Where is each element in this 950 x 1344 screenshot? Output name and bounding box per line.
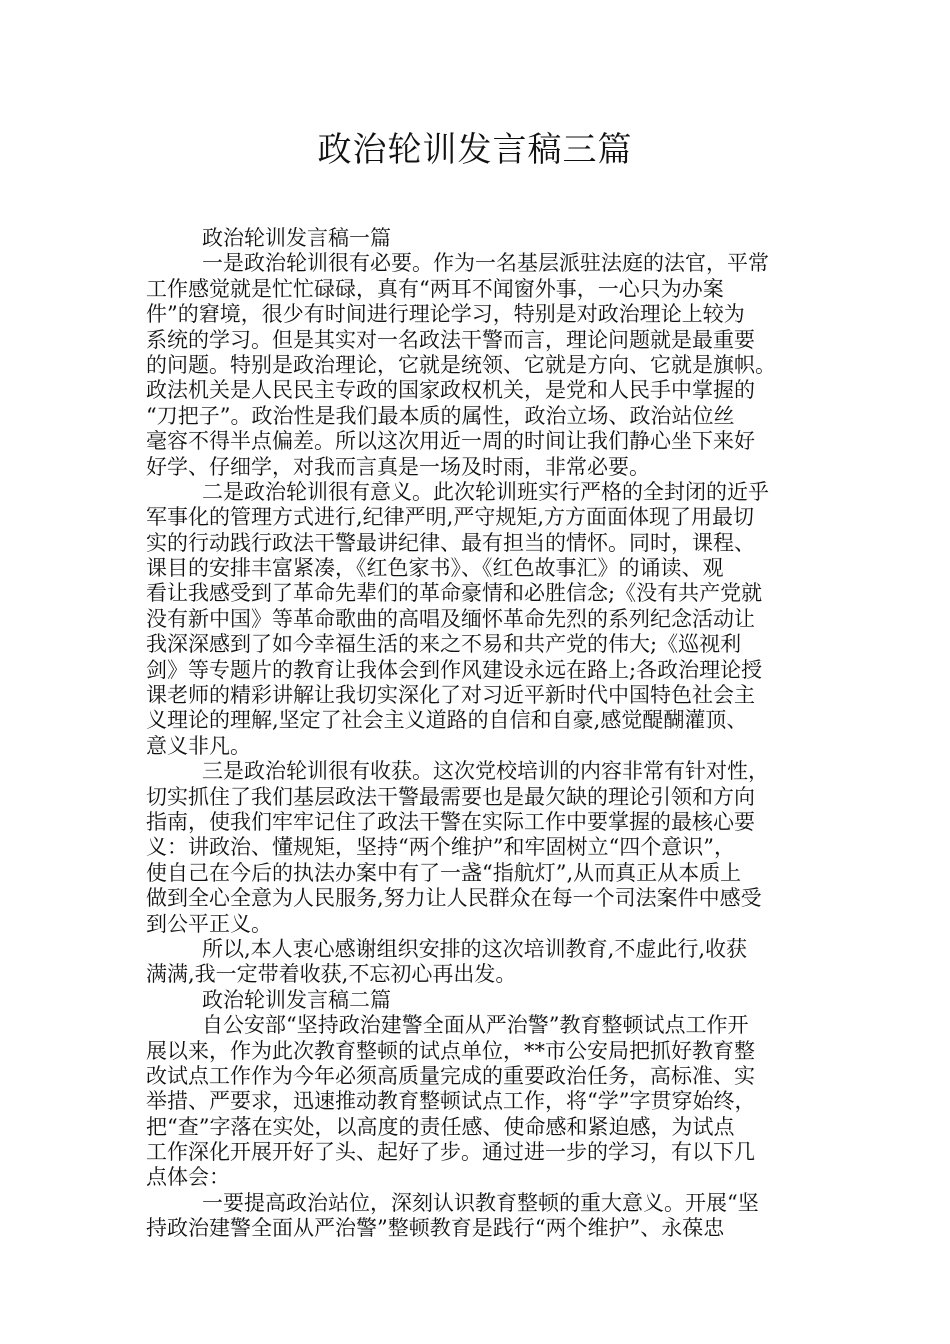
text-line: 做到全心全意为人民服务,努力让人民群众在每一个司法案件中感受 bbox=[146, 886, 762, 911]
text-line: 政法机关是人民民主专政的国家政权机关，是党和人民手中掌握的 bbox=[146, 378, 755, 403]
text-line: 义：讲政治、懂规矩，坚持“两个维护”和牢固树立“四个意识”， bbox=[146, 835, 735, 860]
text-line: 切实抓住了我们基层政法干警最需要也是最欠缺的理论引领和方向 bbox=[146, 784, 755, 809]
text-line: 课老师的精彩讲解让我切实深化了对习近平新时代中国特色社会主 bbox=[146, 683, 755, 708]
document-body bbox=[146, 226, 818, 1242]
text-line: 课目的安排丰富紧凑，《红色家书》、《红色故事汇》的诵读、观 bbox=[146, 556, 724, 581]
text-line: 意义非凡。 bbox=[146, 733, 251, 758]
text-line: 件”的窘境，很少有时间进行理论学习，特别是对政治理论上较为 bbox=[146, 302, 745, 327]
text-line: 改试点工作作为今年必须高质量完成的重要政治任务，高标准、实 bbox=[146, 1063, 755, 1088]
text-line: 自公安部“坚持政治建警全面从严治警”教育整顿试点工作开 bbox=[202, 1013, 749, 1038]
text-line: 一是政治轮训很有必要。作为一名基层派驻法庭的法官，平常 bbox=[202, 251, 769, 276]
text-line: 没有新中国》等革命歌曲的高唱及缅怀革命先烈的系列纪念活动让 bbox=[146, 606, 755, 631]
text-line: 展以来，作为此次教育整顿的试点单位，**市公安局把抓好教育整 bbox=[146, 1038, 755, 1063]
text-line: 军事化的管理方式进行,纪律严明,严守规矩,方方面面体现了用最切 bbox=[146, 505, 755, 530]
text-line: 剑》等专题片的教育让我体会到作风建设永远在路上;各政治理论授 bbox=[146, 657, 763, 682]
text-line: 系统的学习。但是其实对一名政法干警而言，理论问题就是最重要 bbox=[146, 327, 755, 352]
text-line: 到公平正义。 bbox=[146, 911, 272, 936]
text-line: 持政治建警全面从严治警”整顿教育是践行“两个维护”、永葆忠 bbox=[146, 1216, 725, 1241]
text-line: 实的行动践行政法干警最讲纪律、最有担当的情怀。同时，课程、 bbox=[146, 530, 755, 555]
text-line: 我深深感到了如今幸福生活的来之不易和共产党的伟大;《巡视利 bbox=[146, 632, 742, 657]
text-line: 工作深化开展开好了头、起好了步。通过进一步的学习，有以下几 bbox=[146, 1140, 755, 1165]
text-line: 使自己在今后的执法办案中有了一盏“指航灯”,从而真正从本质上 bbox=[146, 860, 742, 885]
text-line: 看让我感受到了革命先辈们的革命豪情和必胜信念;《没有共产党就 bbox=[146, 581, 763, 606]
text-line: 举措、严要求，迅速推动教育整顿试点工作，将“学”字贯穿始终， bbox=[146, 1089, 756, 1114]
text-line: 一要提高政治站位，深刻认识教育整顿的重大意义。开展“坚 bbox=[202, 1190, 759, 1215]
text-line: “刀把子”。政治性是我们最本质的属性，政治立场、政治站位丝 bbox=[146, 403, 735, 428]
text-line: 工作感觉就是忙忙碌碌，真有“两耳不闻窗外事，一心只为办案 bbox=[146, 276, 724, 301]
text-line: 毫容不得半点偏差。所以这次用近一周的时间让我们静心坐下来好 bbox=[146, 429, 755, 454]
text-line: 二是政治轮训很有意义。此次轮训班实行严格的全封闭的近乎 bbox=[202, 479, 769, 504]
text-line: 所以,本人衷心感谢组织安排的这次培训教育,不虚此行,收获 bbox=[202, 936, 748, 961]
text-line: 满满,我一定带着收获,不忘初心再出发。 bbox=[146, 962, 517, 987]
text-line: 好学、仔细学，对我而言真是一场及时雨，非常必要。 bbox=[146, 454, 650, 479]
text-line: 点体会： bbox=[146, 1165, 230, 1190]
text-line: 把“查”字落在实处，以高度的责任感、使命感和紧迫感，为试点 bbox=[146, 1114, 735, 1139]
text-line: 三是政治轮训很有收获。这次党校培训的内容非常有针对性， bbox=[202, 759, 769, 784]
text-line: 的问题。特别是政治理论，它就是统领、它就是方向、它就是旗帜。 bbox=[146, 352, 776, 377]
text-line: 政治轮训发言稿二篇 bbox=[202, 987, 391, 1012]
text-line: 义理论的理解,坚定了社会主义道路的自信和自豪,感觉醍醐灌顶、 bbox=[146, 708, 748, 733]
text-line: 指南，使我们牢牢记住了政法干警在实际工作中要掌握的最核心要 bbox=[146, 809, 755, 834]
document-title: 政治轮训发言稿三篇 bbox=[317, 130, 633, 170]
text-line: 政治轮训发言稿一篇 bbox=[202, 226, 391, 250]
